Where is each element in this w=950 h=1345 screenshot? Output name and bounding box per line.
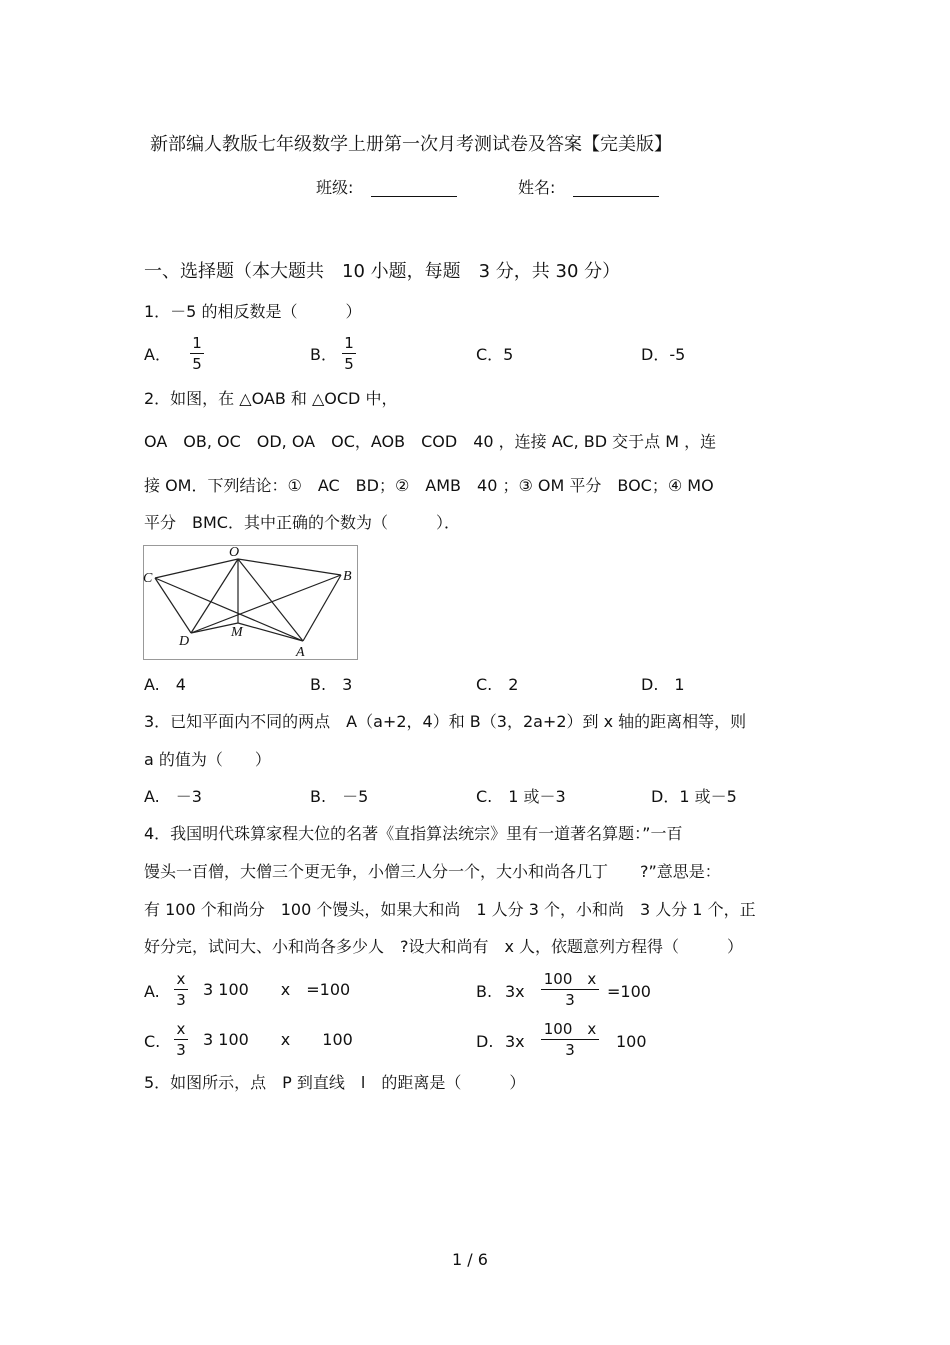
section-heading: 一、选择题（本大题共 10 小题，每题 3 分，共 30 分） — [144, 261, 621, 282]
label-o: O — [229, 545, 240, 560]
fraction-denominator: 3 — [565, 1041, 575, 1059]
q1-option-b-label: B． — [310, 345, 337, 364]
label-a: A — [296, 645, 305, 660]
q3-option-d: D．1 或－5 — [651, 787, 737, 806]
fraction-numerator: 1 — [344, 334, 354, 352]
label-m: M — [231, 625, 243, 640]
question-2-line-3: 接 OM．下列结论：① AC BD；② AMB 40 ；③ OM 平分 BOC；④ MO — [144, 476, 714, 495]
fraction-bar — [342, 353, 356, 354]
fraction-denominator: 5 — [192, 355, 202, 373]
q4-option-c-expression: 3 100 x 100 — [203, 1030, 353, 1049]
q2-option-a: A. 4 — [144, 675, 186, 694]
question-4-line-4: 好分完，试问大、小和尚各多少人 ?设大和尚有 x 人，依题意列方程得（ ） — [144, 937, 744, 956]
fraction-numerator: x — [176, 970, 186, 988]
fraction-numerator: 100 x — [543, 1020, 597, 1038]
class-label: 班级: — [316, 178, 354, 197]
page-number: 1 / 6 — [452, 1250, 488, 1269]
question-4-line-3: 有 100 个和尚分 100 个馒头，如果大和尚 1 人分 3 个，小和尚 3 人分 1 个，正 — [144, 900, 756, 919]
q4-option-d-prefix: 3x — [505, 1032, 525, 1051]
q4-option-a-fraction — [174, 970, 188, 1009]
q4-option-b-prefix: 3x — [505, 982, 525, 1001]
label-d: D — [179, 634, 190, 649]
question-2-stem: 2．如图，在 △OAB 和 △OCD 中， — [144, 389, 398, 408]
question-2-line-2: OA OB, OC OD, OA OC，AOB COD 40 ，连接 AC, BD 交于点 M ，连 — [144, 432, 717, 451]
q1-option-c: C．5 — [476, 345, 514, 364]
class-field — [316, 178, 457, 197]
q3-option-b: B. －5 — [310, 787, 369, 806]
q4-option-c-label: C. — [144, 1032, 161, 1051]
fraction-bar — [174, 989, 188, 990]
fraction-denominator: 3 — [565, 991, 575, 1009]
q2-option-b: B. 3 — [310, 675, 353, 694]
name-blank — [573, 178, 659, 197]
question-4-line-2: 馒头一百僧，大僧三个更无争，小僧三人分一个，大小和尚各几丁 ?”意思是： — [144, 862, 721, 881]
q4-option-c-fraction — [174, 1020, 188, 1059]
name-field — [518, 178, 659, 197]
fraction-denominator: 5 — [344, 355, 354, 373]
page-title: 新部编人教版七年级数学上册第一次月考测试卷及答案【完美版】 — [150, 134, 672, 155]
question-5-stem: 5．如图所示，点 P 到直线 l 的距离是（ ） — [144, 1073, 526, 1092]
name-label: 姓名: — [518, 178, 556, 197]
q4-option-d-label: D. — [476, 1032, 494, 1051]
fraction-denominator: 3 — [176, 991, 186, 1009]
q4-option-b-label: B. — [476, 982, 493, 1001]
q3-option-a: A. －3 — [144, 787, 202, 806]
q4-option-b-fraction — [541, 970, 599, 1009]
fraction-numerator: x — [176, 1020, 186, 1038]
question-4-line-1: 4．我国明代珠算家程大位的名著《直指算法统宗》里有一道著名算题：”一百 — [144, 824, 683, 843]
fraction-bar — [541, 1039, 599, 1040]
q2-geometry-figure — [143, 545, 359, 661]
q1-option-d: D．-5 — [641, 345, 686, 364]
label-b: B — [343, 569, 352, 584]
q2-option-c: C. 2 — [476, 675, 519, 694]
fraction-denominator: 3 — [176, 1041, 186, 1059]
question-3-line-1: 3．已知平面内不同的两点 A（a+2，4）和 B（3，2a+2）到 x 轴的距离相等，则 — [144, 712, 747, 731]
q4-option-d-rest: 100 — [616, 1032, 647, 1051]
class-blank — [371, 178, 457, 197]
fraction-bar — [541, 989, 599, 990]
fraction-numerator: 100 x — [543, 970, 597, 988]
fraction-numerator: 1 — [192, 334, 202, 352]
q1-option-a-fraction — [190, 334, 204, 373]
q1-option-b-fraction — [342, 334, 356, 373]
question-1-stem: 1．－5 的相反数是（ ） — [144, 302, 362, 321]
fraction-bar — [190, 353, 204, 354]
fraction-bar — [174, 1039, 188, 1040]
q4-option-b-rest: =100 — [607, 982, 651, 1001]
label-c: C — [143, 571, 153, 586]
q4-option-a-expression: 3 100 x =100 — [203, 980, 351, 999]
q1-option-a-label: A． — [144, 345, 171, 364]
q4-option-d-fraction — [541, 1020, 599, 1059]
q3-option-c: C. 1 或－3 — [476, 787, 566, 806]
question-2-line-4: 平分 BMC．其中正确的个数为（ ）． — [144, 513, 460, 532]
question-3-line-2: a 的值为（ ） — [144, 750, 271, 769]
q4-option-a-label: A. — [144, 982, 160, 1001]
q2-option-d: D. 1 — [641, 675, 685, 694]
